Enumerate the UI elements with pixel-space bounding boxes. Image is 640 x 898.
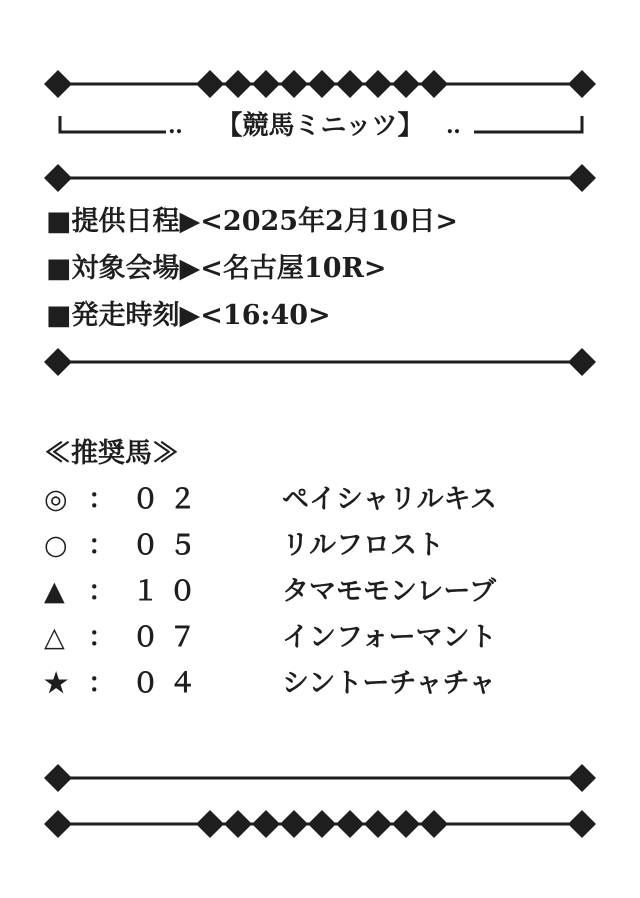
pick-separator: ： [88, 484, 115, 515]
info-row-date [46, 208, 458, 235]
bottom-diamond-divider [0, 806, 640, 842]
pick-number: ０７ [132, 622, 206, 653]
pick-number: ０５ [132, 530, 206, 561]
pick-separator: ： [88, 530, 115, 561]
pick-horse-name: シントーチャチャ [282, 668, 496, 699]
pick-separator: ： [88, 576, 115, 607]
top-diamond-divider [0, 66, 640, 102]
pick-number: ０４ [132, 668, 206, 699]
title-suffix-dots: ‥ [446, 113, 461, 139]
title-prefix-dots: ‥ [168, 113, 183, 139]
pick-mark: ○ [44, 530, 68, 561]
pick-horse-name: タマモモンレーブ [282, 576, 496, 607]
pick-row [44, 486, 497, 513]
pick-mark: ★ [44, 668, 69, 699]
info-value: <2025年2月10日> [200, 206, 459, 237]
pick-separator: ： [88, 622, 115, 653]
info-row-venue [46, 255, 387, 282]
info-row-time [46, 302, 331, 329]
pick-mark: ◎ [44, 484, 68, 515]
pick-mark: △ [44, 622, 65, 653]
pick-horse-name: ペイシャリルキス [282, 484, 497, 515]
info-value: <16:40> [200, 300, 331, 331]
pick-horse-name: インフォーマント [282, 622, 497, 653]
pick-separator: ： [88, 668, 115, 699]
pick-horse-name: リルフロスト [282, 530, 444, 561]
info-bottom-divider [0, 344, 640, 380]
pick-number: ０２ [132, 484, 206, 515]
pick-number: １０ [132, 576, 206, 607]
footer-top-divider [0, 760, 640, 796]
info-value: <名古屋10R> [200, 253, 387, 284]
pick-row [44, 532, 444, 559]
pick-row [44, 624, 497, 651]
page-title: 【競馬ミニッツ】 [216, 111, 424, 141]
pick-mark: ▲ [44, 576, 65, 607]
info-label: ■対象会場▶ [46, 253, 201, 284]
pick-row [44, 578, 496, 605]
info-label: ■提供日程▶ [46, 206, 201, 237]
header-bottom-divider [0, 160, 640, 196]
recommend-heading: ≪推奨馬≫ [44, 438, 179, 469]
info-label: ■発走時刻▶ [46, 300, 201, 331]
pick-row [44, 670, 496, 697]
